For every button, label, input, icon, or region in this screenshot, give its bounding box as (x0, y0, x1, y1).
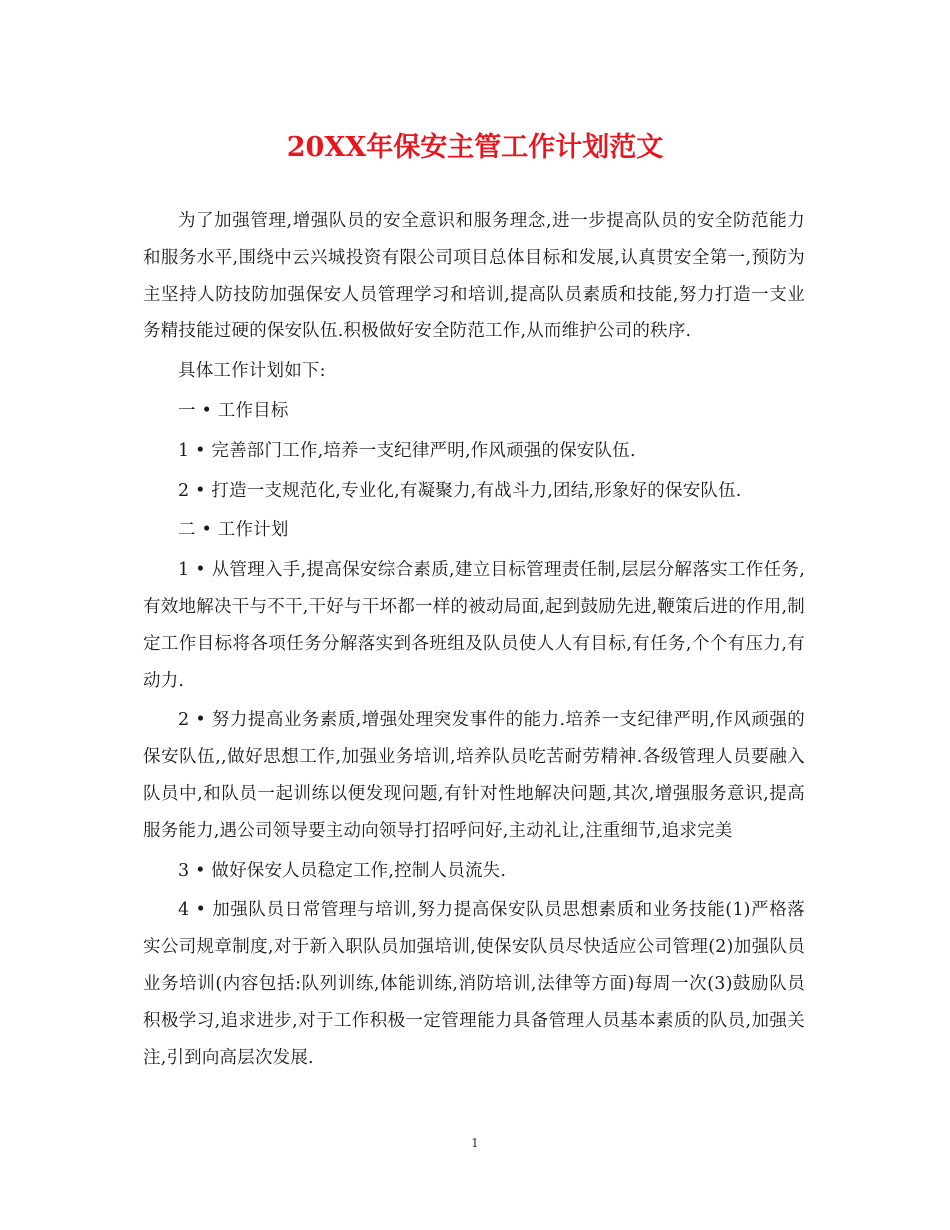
plan-item-1: 1 • 从管理入手,提高保安综合素质,建立目标管理责任制,层层分解落实工作任务,有效地解决干与不干,干好与干坏都一样的被动局面,起到鼓励先进,鞭策后进的作用,制定工作目标将各项任务分解落实到各班组及队员使人人有目标,有任务,个个有压力,有动力. (143, 560, 805, 691)
goal-item-1: 1 • 完善部门工作,培养一支纪律严明,作风顽强的保安队伍. (178, 440, 636, 461)
section-heading-plan: 二 • 工作计划 (178, 520, 289, 541)
plan-item-2: 2 • 努力提高业务素质,增强处理突发事件的能力.培养一支纪律严明,作风顽强的保安队伍,,做好思想工作,加强业务培训,培养队员吃苦耐劳精神.各级管理人员要融入队员中,和队员一起训练以便发现问题,有针对性地解决问题,其次,增强服务意识,提高服务能力,遇公司领导要主动向领导打招呼问好,主动礼让,注重细节,追求完美 (143, 710, 805, 841)
paragraph-plan-intro: 具体工作计划如下: (178, 361, 326, 382)
page-number: 1 (471, 1136, 479, 1150)
document-title: 20XX年保安主管工作计划范文 (286, 132, 664, 163)
plan-item-3: 3 • 做好保安人员稳定工作,控制人员流失. (178, 860, 507, 881)
goal-item-2: 2 • 打造一支规范化,专业化,有凝聚力,有战斗力,团结,形象好的保安队伍. (178, 480, 742, 501)
document-body (143, 203, 805, 1079)
plan-item-4: 4 • 加强队员日常管理与培训,努力提高保安队员思想素质和业务技能(1)严格落实公司规章制度,对于新入职队员加强培训,使保安队员尽快适应公司管理(2)加强队员业务培训(内容包括:队列训练,体能训练,消防培训,法律等方面)每周一次(3)鼓励队员积极学习,追求进步,对于工作积极一定管理能力具备管理人员基本素质的队员,加强关注,引到向高层次发展. (143, 900, 805, 1068)
section-heading-goals: 一 • 工作目标 (178, 400, 289, 421)
paragraph-intro: 为了加强管理,增强队员的安全意识和服务理念,进一步提高队员的安全防范能力和服务水平,围绕中云兴城投资有限公司项目总体目标和发展,认真贯安全第一,预防为主坚持人防技防加强保安人员管理学习和培训,提高队员素质和技能,努力打造一支业务精技能过硬的保安队伍.积极做好安全防范工作,从而维护公司的秩序. (143, 211, 805, 342)
